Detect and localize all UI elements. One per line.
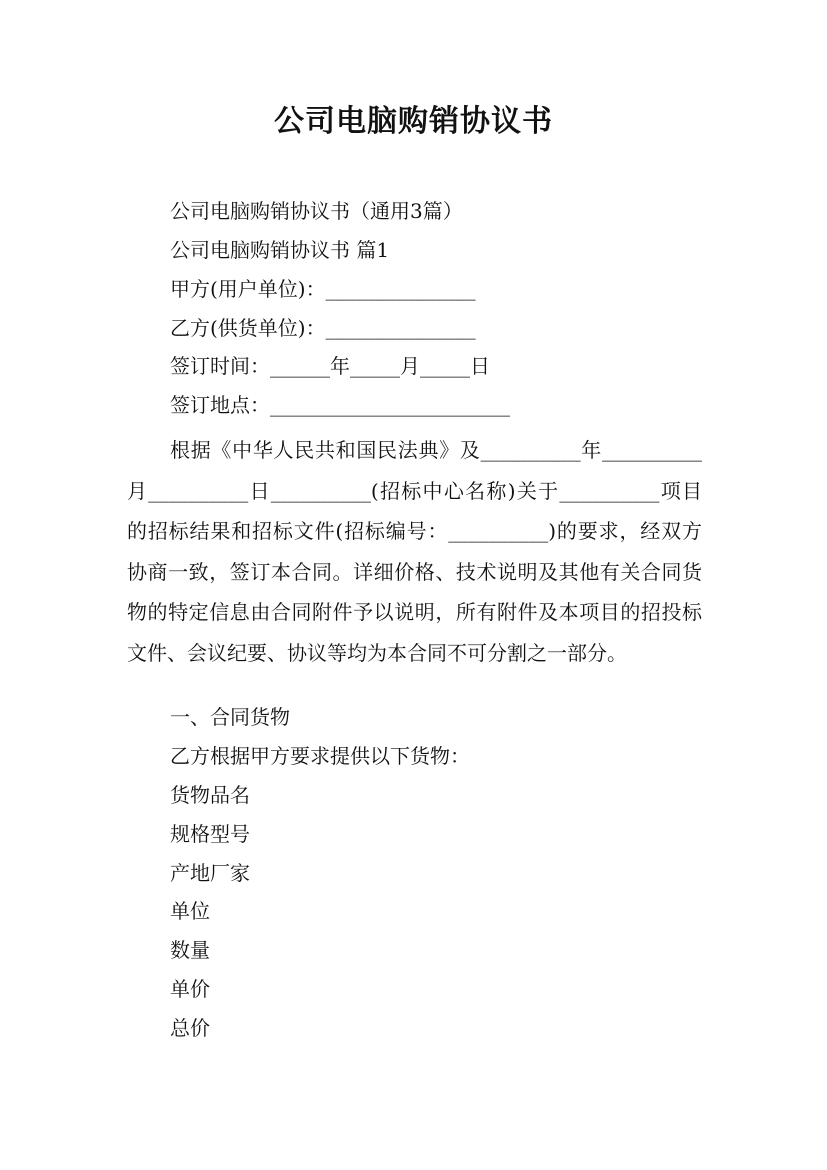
party-b-line: 乙方(供货单位)：_______________ [170,316,476,340]
goods-field-spec: 规格型号 [170,822,250,846]
goods-field-unit-price: 单价 [170,977,210,1001]
clause-1-intro: 乙方根据甲方要求提供以下货物： [170,744,470,768]
goods-field-unit: 单位 [170,899,210,923]
goods-field-quantity: 数量 [170,938,210,962]
section-heading: 公司电脑购销协议书 篇1 [170,238,390,262]
document-subtitle: 公司电脑购销协议书（通用3篇） [170,199,463,223]
goods-field-name: 货物品名 [170,783,250,807]
sign-time-line: 签订时间：______年_____月_____日 [170,354,490,378]
clause-1-heading: 一、合同货物 [170,705,290,729]
goods-field-total-price: 总价 [170,1016,210,1040]
document-title: 公司电脑购销协议书 [274,104,553,139]
sign-place-line: 签订地点：________________________ [170,393,510,417]
main-paragraph: 根据《中华人民共和国民法典》及__________年__________月__________日__________(招标中心名称)关于__________项目的招标结果和招标文件(招标编号：__________)的要求，经双方协商一致，签订本合同。详细价格、技术说明及其他有关合同货物的特定信息由合同附件予以说明，所有附件及本项目的招投标文件、会议纪要、协议等均为本合同不可分割之一部分。 [127,438,702,665]
goods-field-maker: 产地厂家 [170,861,250,885]
party-a-line: 甲方(用户单位)：_______________ [170,277,476,301]
